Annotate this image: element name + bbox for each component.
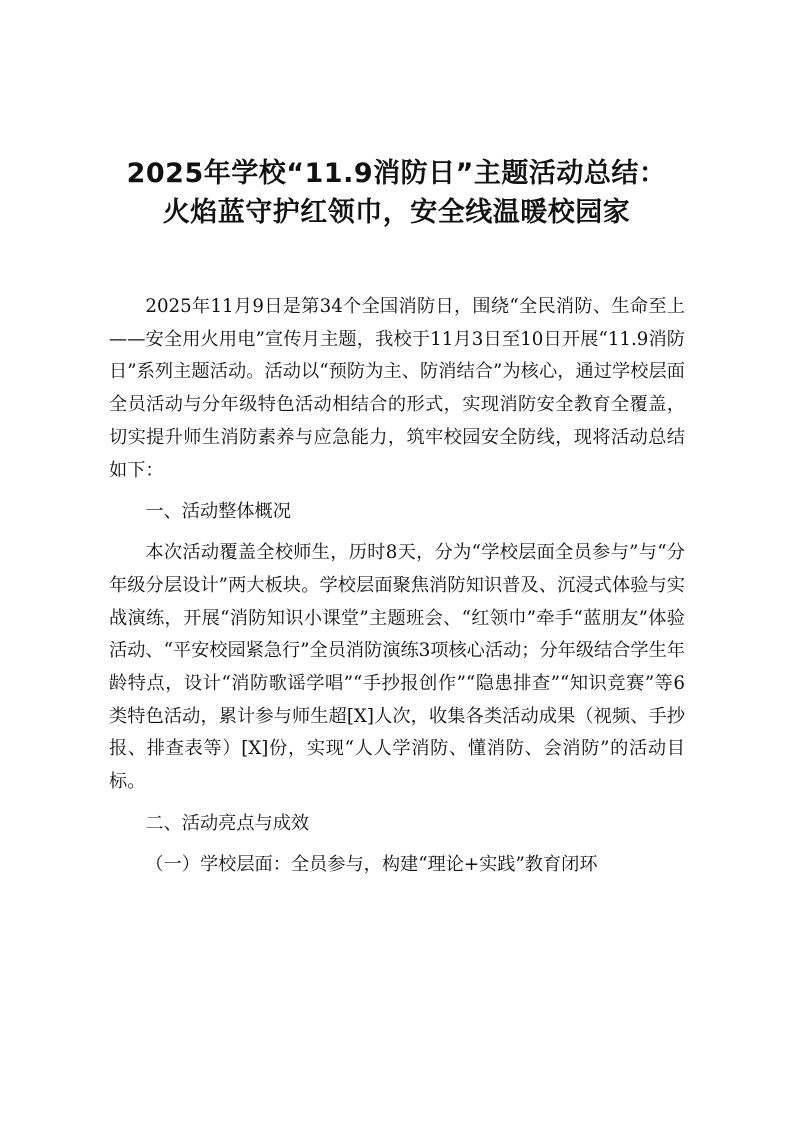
title-line-2: 火焰蓝守护红领巾，安全线温暖校园家 xyxy=(162,197,631,228)
overview-paragraph: 本次活动覆盖全校师生，历时8天，分为“学校层面全员参与”与“分年级分层设计”两大板块。学校层面聚焦消防知识普及、沉浸式体验与实战演练，开展“消防知识小课堂”主题班会、“红领巾”牵手“蓝朋友”体验活动、“平安校园紧急行”全员消防演练3项核心活动；分年级结合学生年龄特点，设计“消防歌谣学唱”“手抄报创作”“隐患排查”“知识竞赛”等6类特色活动，累计参与师生超[X]人次，收集各类活动成果（视频、手抄报、排查表等）[X]份，实现“人人学消防、懂消防、会消防”的活动目标。 xyxy=(109,542,685,793)
document-title xyxy=(100,154,693,232)
title-line-1: 2025年学校“11.9消防日”主题活动总结： xyxy=(126,158,667,189)
section-heading-overview: 一、活动整体概况 xyxy=(145,501,291,523)
subsection-heading-school-level: （一）学校层面：全员参与，构建“理论+实践”教育闭环 xyxy=(145,853,598,875)
document-body xyxy=(109,291,685,882)
section-heading-highlights: 二、活动亮点与成效 xyxy=(145,812,310,834)
intro-paragraph: 2025年11月9日是第34个全国消防日，围绕“全民消防、生命至上——安全用火用电”宣传月主题，我校于11月3日至10日开展“11.9消防日”系列主题活动。活动以“预防为主、防消结合”为核心，通过学校层面全员活动与分年级特色活动相结合的形式，实现消防安全教育全覆盖，切实提升师生消防素养与应急能力，筑牢校园安全防线，现将活动总结如下： xyxy=(109,296,685,481)
